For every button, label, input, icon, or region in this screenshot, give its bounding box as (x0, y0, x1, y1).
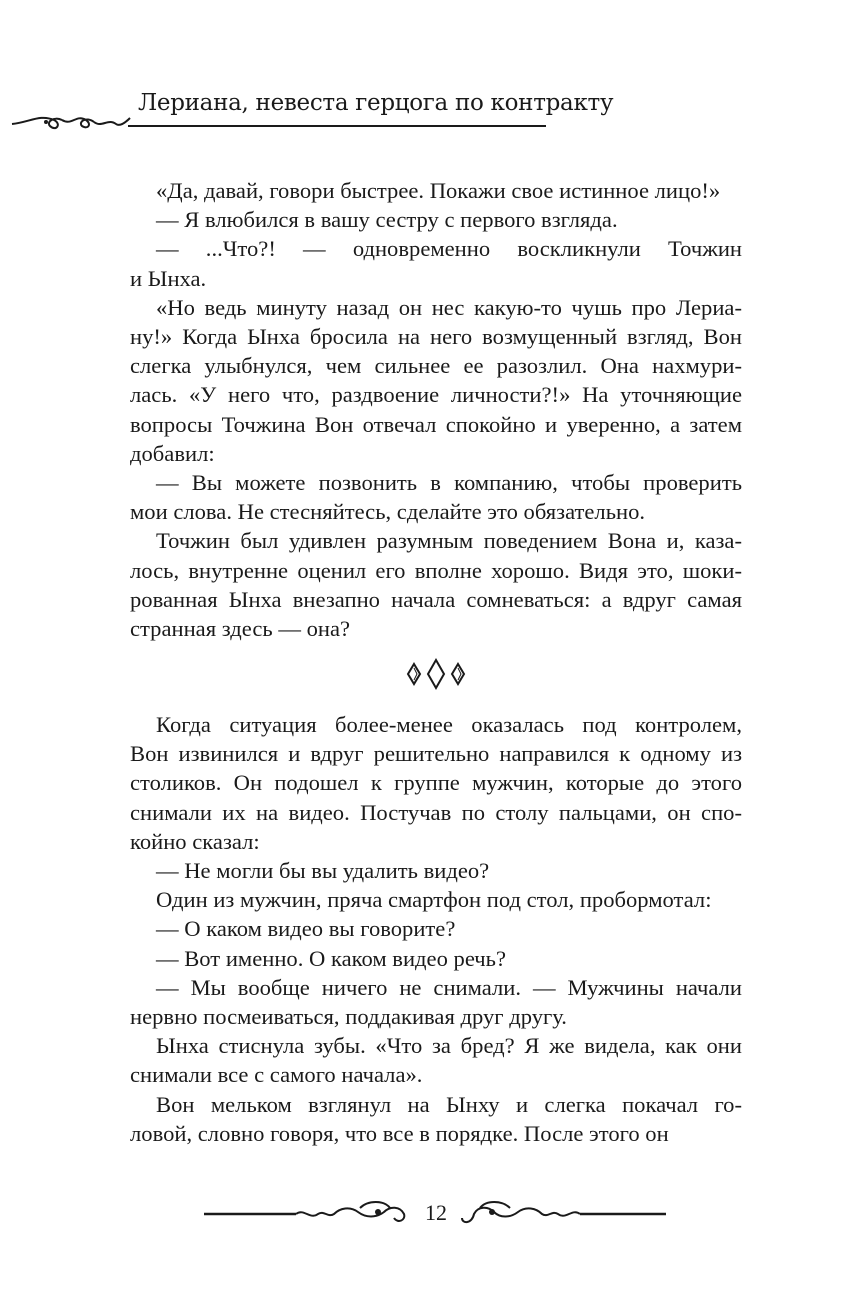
paragraph (130, 914, 742, 943)
text-line: — О каком видео вы говорите? (156, 916, 456, 942)
text-section-2 (130, 710, 742, 1148)
section-separator-icon (404, 658, 468, 692)
paragraph (130, 1090, 742, 1148)
text-line: лась. «У него что, раздвоение личности?!» На уточняющие (130, 382, 742, 408)
text-line: странная здесь — она? (130, 616, 351, 642)
text-line: — Вот именно. О каком видео речь? (156, 945, 506, 971)
text-line: — ...Что?! — одновременно воскликнули Точжин (156, 236, 742, 262)
paragraph (130, 944, 742, 973)
running-header (10, 70, 614, 140)
text-line: — Мы вообще ничего не снимали. — Мужчины начали (156, 974, 742, 1000)
text-line: «Да, давай, говори быстрее. Покажи свое истинное лицо!» (156, 178, 721, 203)
text-line: вопросы Точжина Вон отвечал спокойно и уверенно, а затем (130, 411, 742, 437)
text-line: ловой, словно говоря, что все в порядке. После этого он (130, 1120, 669, 1146)
paragraph (130, 234, 742, 292)
text-line: «Но ведь минуту назад он нес какую-то чушь про Лериа- (156, 294, 742, 320)
paragraph (130, 468, 742, 526)
text-line: столиков. Он подошел к группе мужчин, которые до этого (130, 770, 742, 796)
text-line: лось, внутренне оценил его вполне хорошо. Видя это, шоки- (130, 557, 742, 583)
page-footer (200, 1190, 670, 1240)
paragraph (130, 710, 742, 856)
text-line: Один из мужчин, пряча смартфон под стол, пробормотал: (156, 887, 712, 913)
book-title: Лериана, невеста герцога по контракту (138, 90, 614, 116)
text-line: нервно посмеиваться, поддакивая друг другу. (130, 1004, 567, 1030)
header-rule (128, 125, 546, 127)
text-line: добавил: (130, 440, 215, 466)
text-line: ну!» Когда Ынха бросила на него возмущенный взгляд, Вон (130, 324, 742, 350)
text-line: — Вы можете позвонить в компанию, чтобы проверить (156, 470, 742, 496)
text-section-1 (130, 176, 742, 643)
text-line: слегка улыбнулся, чем сильнее ее разозлил. Она нахмури- (130, 353, 742, 379)
text-line: снимали их на видео. Постучав по столу пальцами, он спо- (130, 799, 742, 825)
paragraph (130, 293, 742, 468)
paragraph (130, 205, 742, 234)
paragraph (130, 973, 742, 1031)
text-line: Вон мельком взглянул на Ынху и слегка покачал го- (156, 1091, 742, 1117)
text-line: Когда ситуация более-менее оказалась под контролем, (156, 712, 742, 737)
paragraph (130, 176, 742, 205)
paragraph (130, 1031, 742, 1089)
text-line: — Я влюбился в вашу сестру с первого взгляда. (156, 207, 618, 233)
text-line: койно сказал: (130, 828, 260, 854)
text-line: Ынха стиснула зубы. «Что за бред? Я же видела, как они (156, 1033, 742, 1059)
page-number: 12 (425, 1200, 447, 1225)
text-line: Точжин был удивлен разумным поведением Вона и, каза- (156, 528, 742, 554)
paragraph (130, 526, 742, 643)
paragraph (130, 885, 742, 914)
text-line: снимали все с самого начала». (130, 1062, 423, 1088)
text-line: Вон извинился и вдруг решительно направился к одному из (130, 741, 742, 767)
text-line: и Ынха. (130, 265, 207, 291)
text-line: — Не могли бы вы удалить видео? (156, 858, 490, 884)
text-line: рованная Ынха внезапно начала сомневаться: а вдруг самая (130, 586, 742, 612)
header-flourish-icon (10, 110, 140, 134)
paragraph (130, 856, 742, 885)
text-line: мои слова. Не стесняйтесь, сделайте это обязательно. (130, 499, 646, 525)
